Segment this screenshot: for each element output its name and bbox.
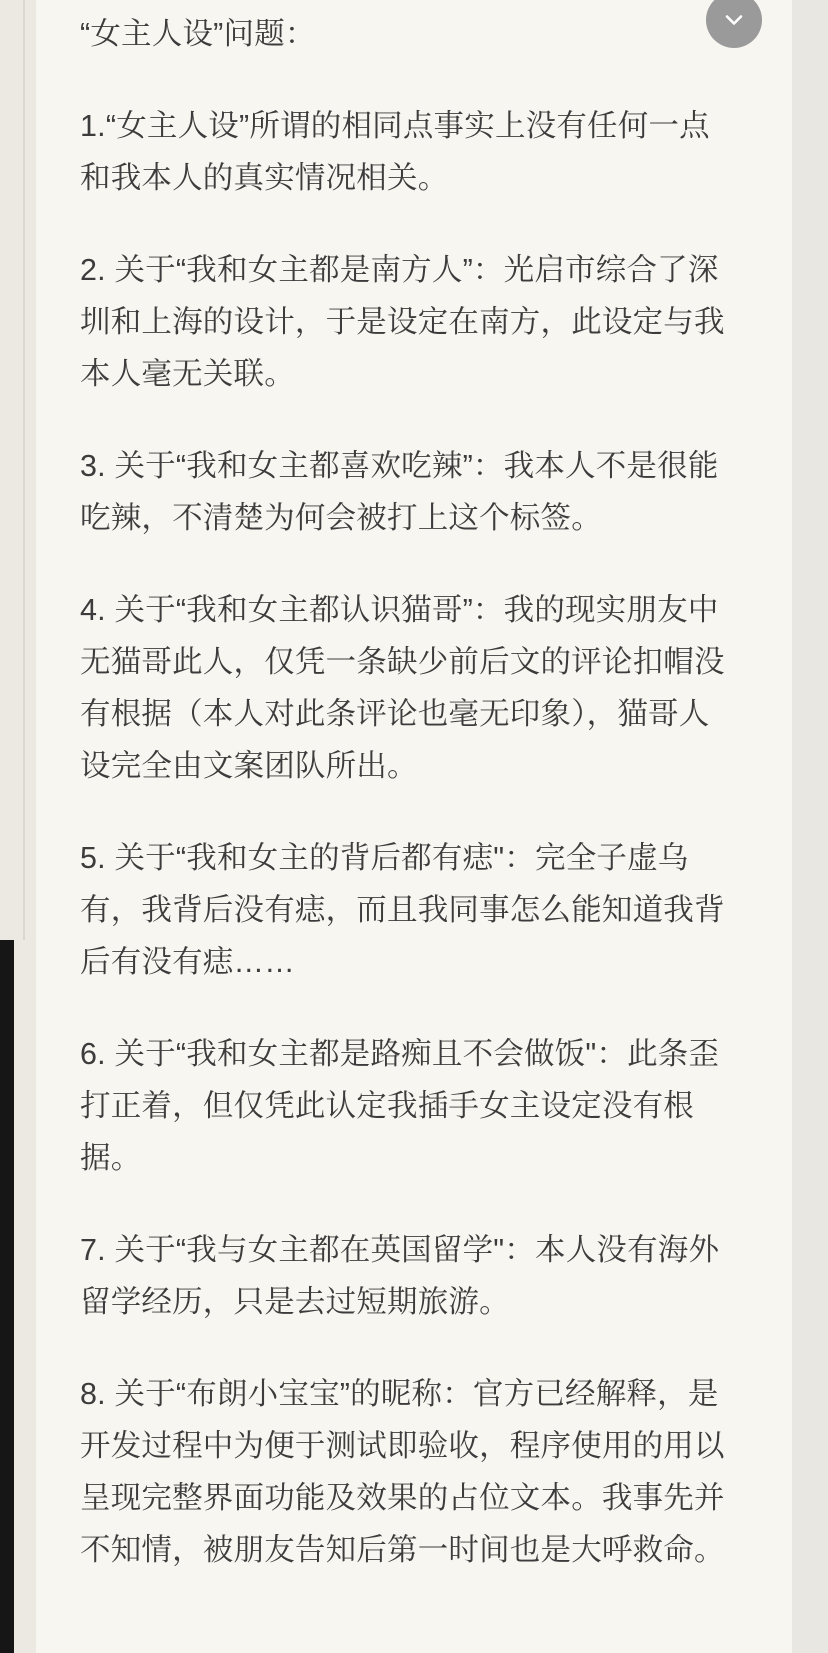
- paragraph-3: 3. 关于“我和女主都喜欢吃辣”：我本人不是很能吃辣，不清楚为何会被打上这个标签。: [80, 449, 719, 535]
- chevron-down-icon: [719, 5, 749, 35]
- paragraph-title: “女主人设”问题：: [80, 17, 316, 51]
- paragraph-4: 4. 关于“我和女主都认识猫哥”：我的现实朋友中无猫哥此人，仅凭一条缺少前后文的评论扣帽没有根据（本人对此条评论也毫无印象），猫哥人设完全由文案团队所出。: [80, 593, 725, 783]
- article-body: [80, 0, 736, 1616]
- paragraph-1: 1.“女主人设”所谓的相同点事实上没有任何一点和我本人的真实情况相关。: [80, 109, 710, 195]
- paragraph-2: 2. 关于“我和女主都是南方人”：光启市综合了深圳和上海的设计，于是设定在南方，此设定与我本人毫无关联。: [80, 253, 725, 391]
- collapse-button[interactable]: [706, 0, 762, 48]
- paragraph-6: 6. 关于“我和女主都是路痴且不会做饭"：此条歪打正着，但仅凭此认定我插手女主设定没有根据。: [80, 1037, 720, 1175]
- paragraph-5: 5. 关于“我和女主的背后都有痣"：完全子虚乌有，我背后没有痣，而且我同事怎么能知道我背后有没有痣……: [80, 841, 725, 979]
- left-dark-strip: [0, 940, 14, 1653]
- paragraph-7: 7. 关于“我与女主都在英国留学"：本人没有海外留学经历，只是去过短期旅游。: [80, 1233, 720, 1319]
- left-divider-line: [23, 0, 25, 940]
- article-card: [36, 0, 792, 1653]
- paragraph-8: 8. 关于“布朗小宝宝”的昵称：官方已经解释，是开发过程中为便于测试即验收，程序使用的用以呈现完整界面功能及效果的占位文本。我事先并不知情，被朋友告知后第一时间也是大呼救命。: [80, 1377, 725, 1567]
- right-background-strip: [792, 0, 828, 1653]
